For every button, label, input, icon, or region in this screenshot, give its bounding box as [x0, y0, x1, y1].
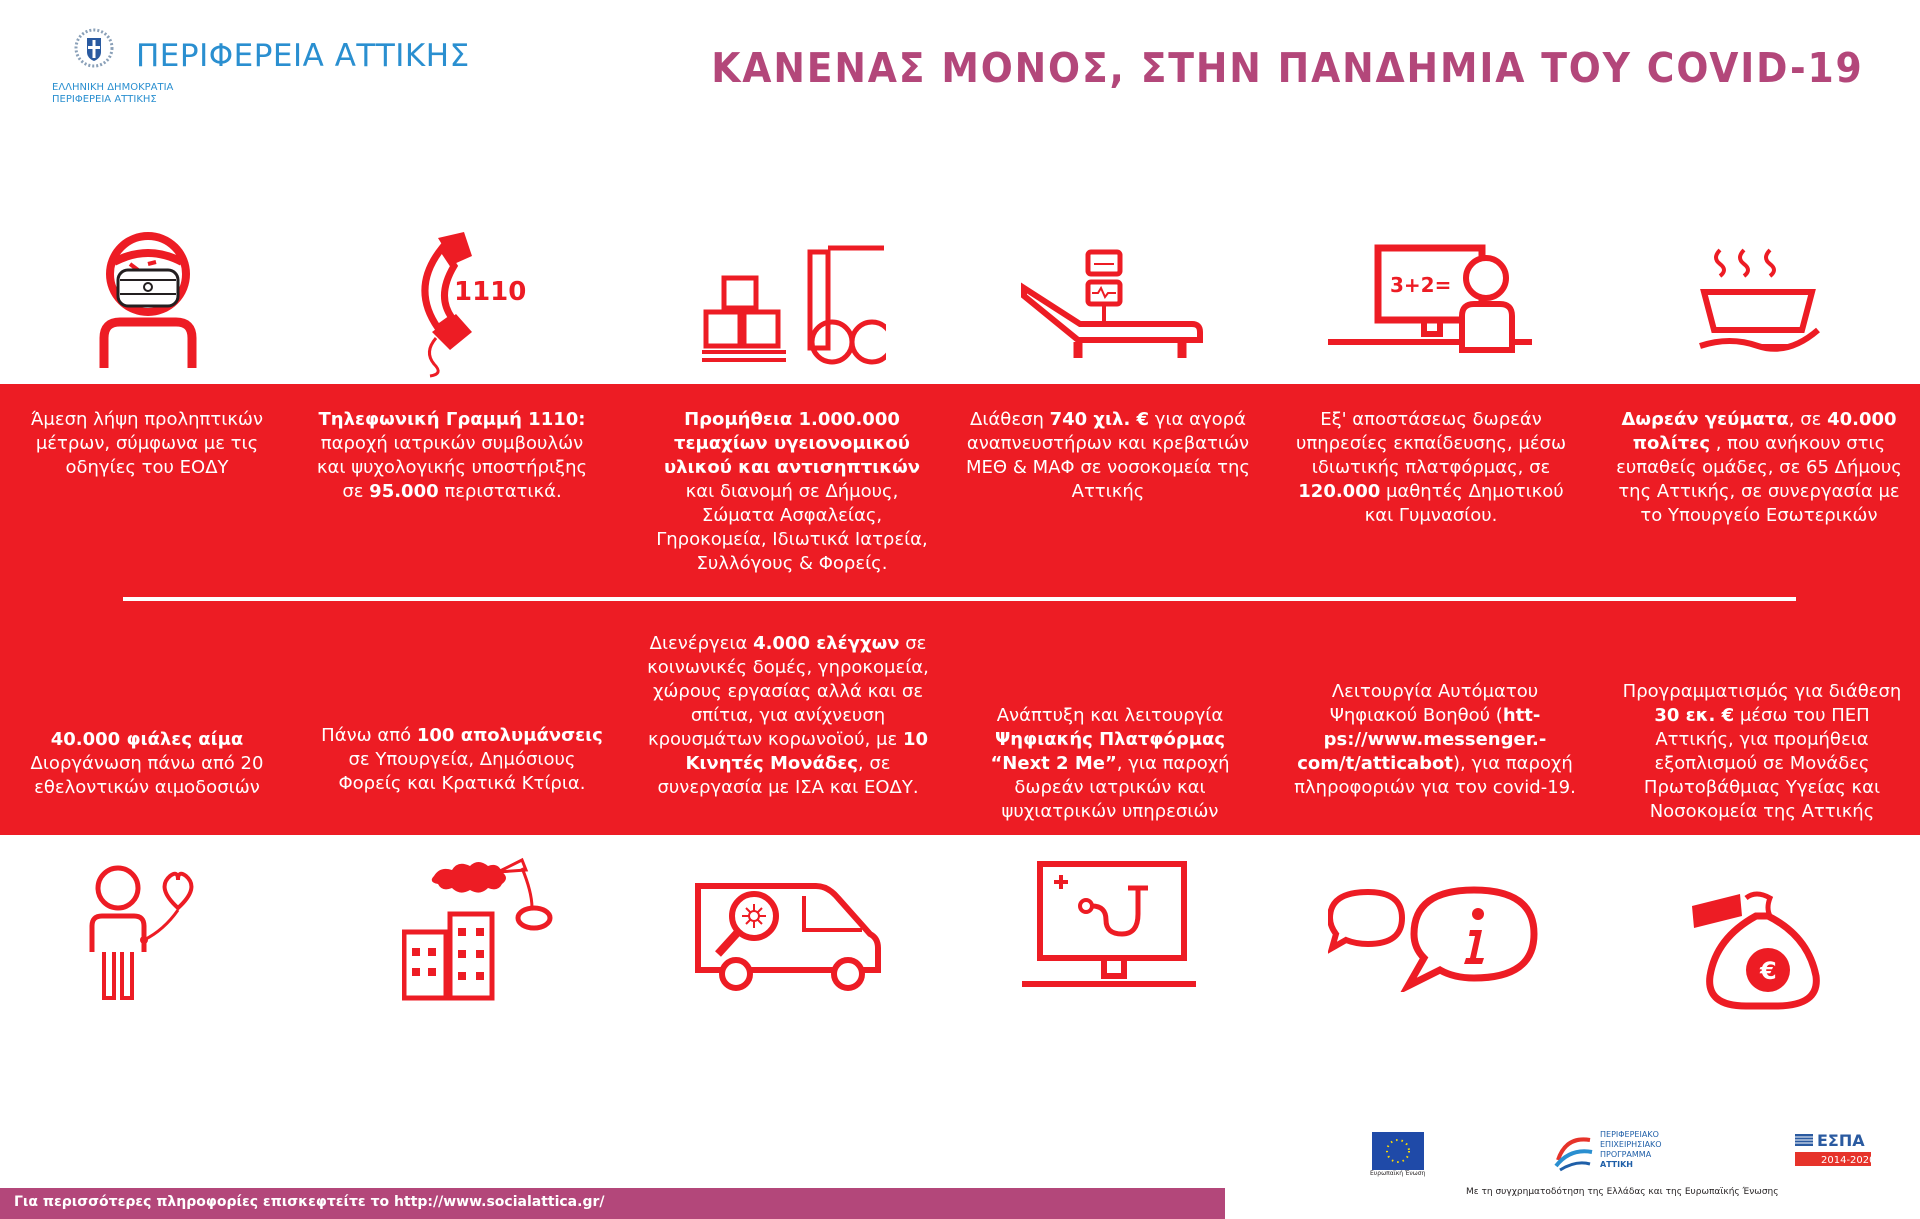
- org-sub-line-1: ΕΛΛΗΝΙΚΗ ΔΗΜΟΚΡΑΤΙΑ: [52, 82, 174, 93]
- cofunding-note: Με τη συγχρηματοδότηση της Ελλάδας και της Ευρωπαϊκής Ένωσης: [1466, 1187, 1779, 1197]
- action-phone-line: Τηλεφωνική Γραμμή 1110: παροχή ιατρικών συμβουλών και ψυχολογικής υποστήριξης σε 95.000 περιστατικά.: [316, 409, 588, 502]
- footer-info-text[interactable]: Για περισσότερες πληροφορίες επισκεφτείτε το http://www.socialattica.gr/: [14, 1194, 605, 1210]
- org-sub-line-2: ΠΕΡΙΦΕΡΕΙΑ ΑΤΤΙΚΗΣ: [52, 94, 157, 105]
- action-icu-beds: Διάθεση 740 χιλ. € για αγορά αναπνευστήρων και κρεβατιών ΜΕΘ & ΜΑΦ σε νοσοκομεία της Αττικής: [966, 409, 1250, 502]
- action-disinfections: Πάνω από 100 απολυμάνσεις σε Υπουργεία, Δημόσιους Φορείς και Κρατικά Κτίρια.: [321, 725, 603, 794]
- action-remote-education: Εξ' αποστάσεως δωρεάν υπηρεσίες εκπαίδευσης, μέσω ιδιωτικής πλατφόρμας, σε 120.000 μαθητές Δημοτικού και Γυμνασίου.: [1295, 409, 1567, 526]
- pep-attica-text: ΠΕΡΙΦΕΡΕΙΑΚΟ ΕΠΙΧΕΙΡΗΣΙΑΚΟ ΠΡΟΓΡΑΜΜΑ ΑΤΤΙΚΗ: [1600, 1130, 1662, 1169]
- action-blood-donation: 40.000 φιάλες αίμα Διοργάνωση πάνω από 20 εθελοντικών αιμοδοσιών: [30, 729, 264, 798]
- money-bag-icon: [1690, 882, 1826, 1010]
- espa-logo: [1793, 1128, 1873, 1178]
- action-chatbot: Λειτουργία Αυτόματου Ψηφιακού Βοηθού (htt-ps://www.messenger.-com/t/atticabot), για παροχή πληροφοριών για τον covid-19.: [1294, 681, 1576, 798]
- action-preventive-measures: Άμεση λήψη προληπτικών μέτρων, σύμφωνα με τις οδηγίες του ΕΟΔΥ: [30, 409, 264, 478]
- hospital-bed-icon: [1020, 246, 1206, 368]
- action-next2me-platform: Ανάπτυξη και λειτουργία Ψηφιακής Πλατφόρμας “Next 2 Me”, για παροχή δωρεάν ιατρικών και ψυχιατρικών υπηρεσιών: [990, 705, 1230, 822]
- org-name: ΠΕΡΙΦΕΡΕΙΑ ΑΤΤΙΚΗΣ: [136, 38, 470, 74]
- phone-1110-icon: [402, 228, 542, 378]
- chatbot-info-icon: [1328, 880, 1542, 992]
- action-free-meals: Δωρεάν γεύματα, σε 40.000 πολίτες , που ανήκουν στις ευπαθείς ομάδες, σε 65 Δήμους της Αττικής, σε συνεργασία με το Υπουργείο Εσωτερικών: [1616, 409, 1902, 526]
- svg-text:ΕΣΠΑ: ΕΣΠΑ: [1817, 1131, 1865, 1150]
- math-text: 3+2=: [1390, 273, 1452, 297]
- telemedicine-icon: [1020, 860, 1198, 990]
- svg-text:2014-2020: 2014-2020: [1821, 1155, 1873, 1166]
- org-subtitle: [52, 82, 173, 106]
- online-learning-icon: [1328, 242, 1538, 360]
- action-covid-tests: Διενέργεια 4.000 ελέγχων σε κοινωνικές δομές, γηροκομεία, χώρους εργασίας αλλά και σε σπίτια, για ανίχνευση κρουσμάτων κορωνοϊού, με 10 Κινητές Μονάδες, σε συνεργασία με ΙΣΑ και ΕΟΔΥ.: [647, 633, 929, 798]
- supply-boxes-icon: [700, 244, 886, 366]
- eu-caption: Ευρωπαϊκή Ένωση: [1370, 1170, 1426, 1177]
- band-divider: [123, 597, 1796, 601]
- masked-person-icon: [96, 222, 200, 372]
- page-title: ΚΑΝΕΝΑΣ ΜΟΝΟΣ, ΣΤΗΝ ΠΑΝΔΗΜΙΑ ΤΟΥ COVID-19: [711, 44, 1864, 92]
- action-equipment-funding: Προγραμματισμός για διάθεση 30 εκ. € μέσω του ΠΕΠ Αττικής, για προμήθεια εξοπλισμού σε Μονάδες Πρωτοβάθμιας Υγείας και Νοσοκομεία της Αττικής: [1622, 681, 1902, 822]
- footer-info-bar: [0, 1188, 1225, 1219]
- svg-text:€: €: [1760, 957, 1777, 985]
- blood-donor-icon: [82, 862, 202, 1002]
- greek-emblem-icon: [74, 28, 114, 68]
- region-logo: [52, 28, 474, 108]
- disinfection-icon: [402, 852, 560, 1002]
- action-supplies: Προμήθεια 1.000.000 τεμαχίων υγειονομικού υλικού και αντισηπτικών και διανομή σε Δήμους, Σώματα Ασφαλείας, Γηροκομεία, Ιδιωτικά Ιατρεία, Συλλόγους & Φορείς.: [656, 409, 928, 574]
- testing-van-icon: [692, 876, 888, 992]
- free-meals-icon: [1698, 246, 1822, 364]
- phone-number-text: 1110: [454, 277, 527, 307]
